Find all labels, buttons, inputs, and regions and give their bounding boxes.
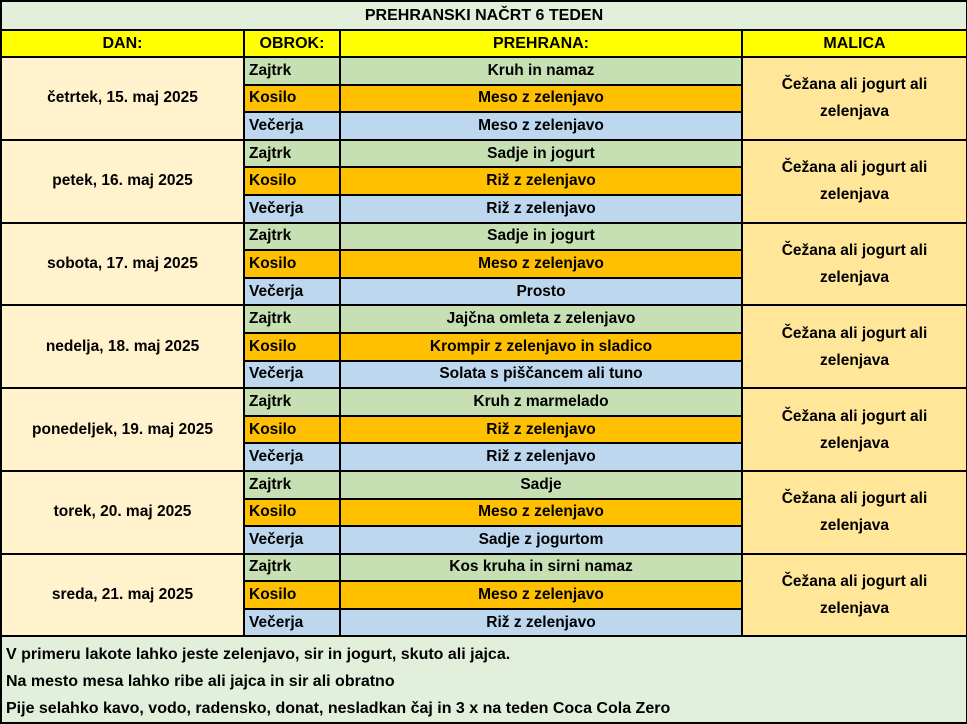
meal-food: Sadje in jogurt bbox=[340, 223, 742, 251]
plan-title: PREHRANSKI NAČRT 6 TEDEN bbox=[1, 1, 967, 30]
meal-type: Večerja bbox=[244, 443, 340, 471]
note-line: V primeru lakote lahko jeste zelenjavo, sir in jogurt, skuto ali jajca. bbox=[6, 646, 511, 664]
malica-cell: Čežana ali jogurt ali zelenjava bbox=[742, 57, 967, 140]
header-dan: DAN: bbox=[1, 30, 244, 57]
meal-type: Zajtrk bbox=[244, 223, 340, 251]
meal-food: Riž z zelenjavo bbox=[340, 609, 742, 637]
meal-type: Kosilo bbox=[244, 416, 340, 444]
meal-type: Zajtrk bbox=[244, 471, 340, 499]
meal-plan-body bbox=[1, 1, 967, 636]
meal-type: Kosilo bbox=[244, 499, 340, 527]
day-date: sobota, 17. maj 2025 bbox=[1, 223, 244, 306]
malica-cell: Čežana ali jogurt ali zelenjava bbox=[742, 223, 967, 306]
meal-food: Meso z zelenjavo bbox=[340, 85, 742, 113]
meal-row bbox=[1, 57, 967, 85]
meal-type: Zajtrk bbox=[244, 305, 340, 333]
meal-food: Riž z zelenjavo bbox=[340, 195, 742, 223]
meal-food: Meso z zelenjavo bbox=[340, 250, 742, 278]
notes-section bbox=[1, 636, 967, 723]
meal-food: Meso z zelenjavo bbox=[340, 499, 742, 527]
day-date: sreda, 21. maj 2025 bbox=[1, 554, 244, 637]
meal-row bbox=[1, 305, 967, 333]
meal-row bbox=[1, 140, 967, 168]
day-date: petek, 16. maj 2025 bbox=[1, 140, 244, 223]
meal-type: Zajtrk bbox=[244, 554, 340, 582]
meal-row bbox=[1, 471, 967, 499]
meal-food: Riž z zelenjavo bbox=[340, 443, 742, 471]
meal-food: Kruh in namaz bbox=[340, 57, 742, 85]
meal-food: Sadje z jogurtom bbox=[340, 526, 742, 554]
malica-cell: Čežana ali jogurt ali zelenjava bbox=[742, 140, 967, 223]
meal-food: Meso z zelenjavo bbox=[340, 112, 742, 140]
day-date: torek, 20. maj 2025 bbox=[1, 471, 244, 554]
meal-row bbox=[1, 223, 967, 251]
day-date: četrtek, 15. maj 2025 bbox=[1, 57, 244, 140]
meal-food: Krompir z zelenjavo in sladico bbox=[340, 333, 742, 361]
meal-type: Kosilo bbox=[244, 333, 340, 361]
meal-type: Večerja bbox=[244, 112, 340, 140]
meal-type: Zajtrk bbox=[244, 57, 340, 85]
meal-food: Meso z zelenjavo bbox=[340, 581, 742, 609]
meal-row bbox=[1, 554, 967, 582]
malica-cell: Čežana ali jogurt ali zelenjava bbox=[742, 554, 967, 637]
meal-type: Večerja bbox=[244, 609, 340, 637]
meal-food: Sadje bbox=[340, 471, 742, 499]
notes-cell bbox=[1, 636, 967, 723]
meal-type: Zajtrk bbox=[244, 140, 340, 168]
header-row bbox=[1, 30, 967, 57]
meal-type: Večerja bbox=[244, 361, 340, 389]
day-date: nedelja, 18. maj 2025 bbox=[1, 305, 244, 388]
malica-cell: Čežana ali jogurt ali zelenjava bbox=[742, 471, 967, 554]
note-line: Na mesto mesa lahko ribe ali jajca in sir ali obratno bbox=[6, 673, 395, 691]
meal-type: Večerja bbox=[244, 278, 340, 306]
header-prehrana: PREHRANA: bbox=[340, 30, 742, 57]
header-malica: MALICA bbox=[742, 30, 967, 57]
meal-row bbox=[1, 388, 967, 416]
meal-food: Riž z zelenjavo bbox=[340, 167, 742, 195]
meal-type: Kosilo bbox=[244, 85, 340, 113]
meal-food: Sadje in jogurt bbox=[340, 140, 742, 168]
meal-food: Jajčna omleta z zelenjavo bbox=[340, 305, 742, 333]
meal-food: Kruh z marmelado bbox=[340, 388, 742, 416]
day-date: ponedeljek, 19. maj 2025 bbox=[1, 388, 244, 471]
note-line: Pije selahko kavo, vodo, radensko, donat, nesladkan čaj in 3 x na teden Coca Cola Zero bbox=[6, 700, 671, 718]
meal-type: Kosilo bbox=[244, 167, 340, 195]
meal-type: Kosilo bbox=[244, 250, 340, 278]
meal-food: Prosto bbox=[340, 278, 742, 306]
meal-type: Kosilo bbox=[244, 581, 340, 609]
meal-food: Kos kruha in sirni namaz bbox=[340, 554, 742, 582]
header-obrok: OBROK: bbox=[244, 30, 340, 57]
meal-type: Večerja bbox=[244, 195, 340, 223]
meal-type: Večerja bbox=[244, 526, 340, 554]
meal-food: Riž z zelenjavo bbox=[340, 416, 742, 444]
malica-cell: Čežana ali jogurt ali zelenjava bbox=[742, 305, 967, 388]
malica-cell: Čežana ali jogurt ali zelenjava bbox=[742, 388, 967, 471]
meal-food: Solata s piščancem ali tuno bbox=[340, 361, 742, 389]
meal-type: Zajtrk bbox=[244, 388, 340, 416]
